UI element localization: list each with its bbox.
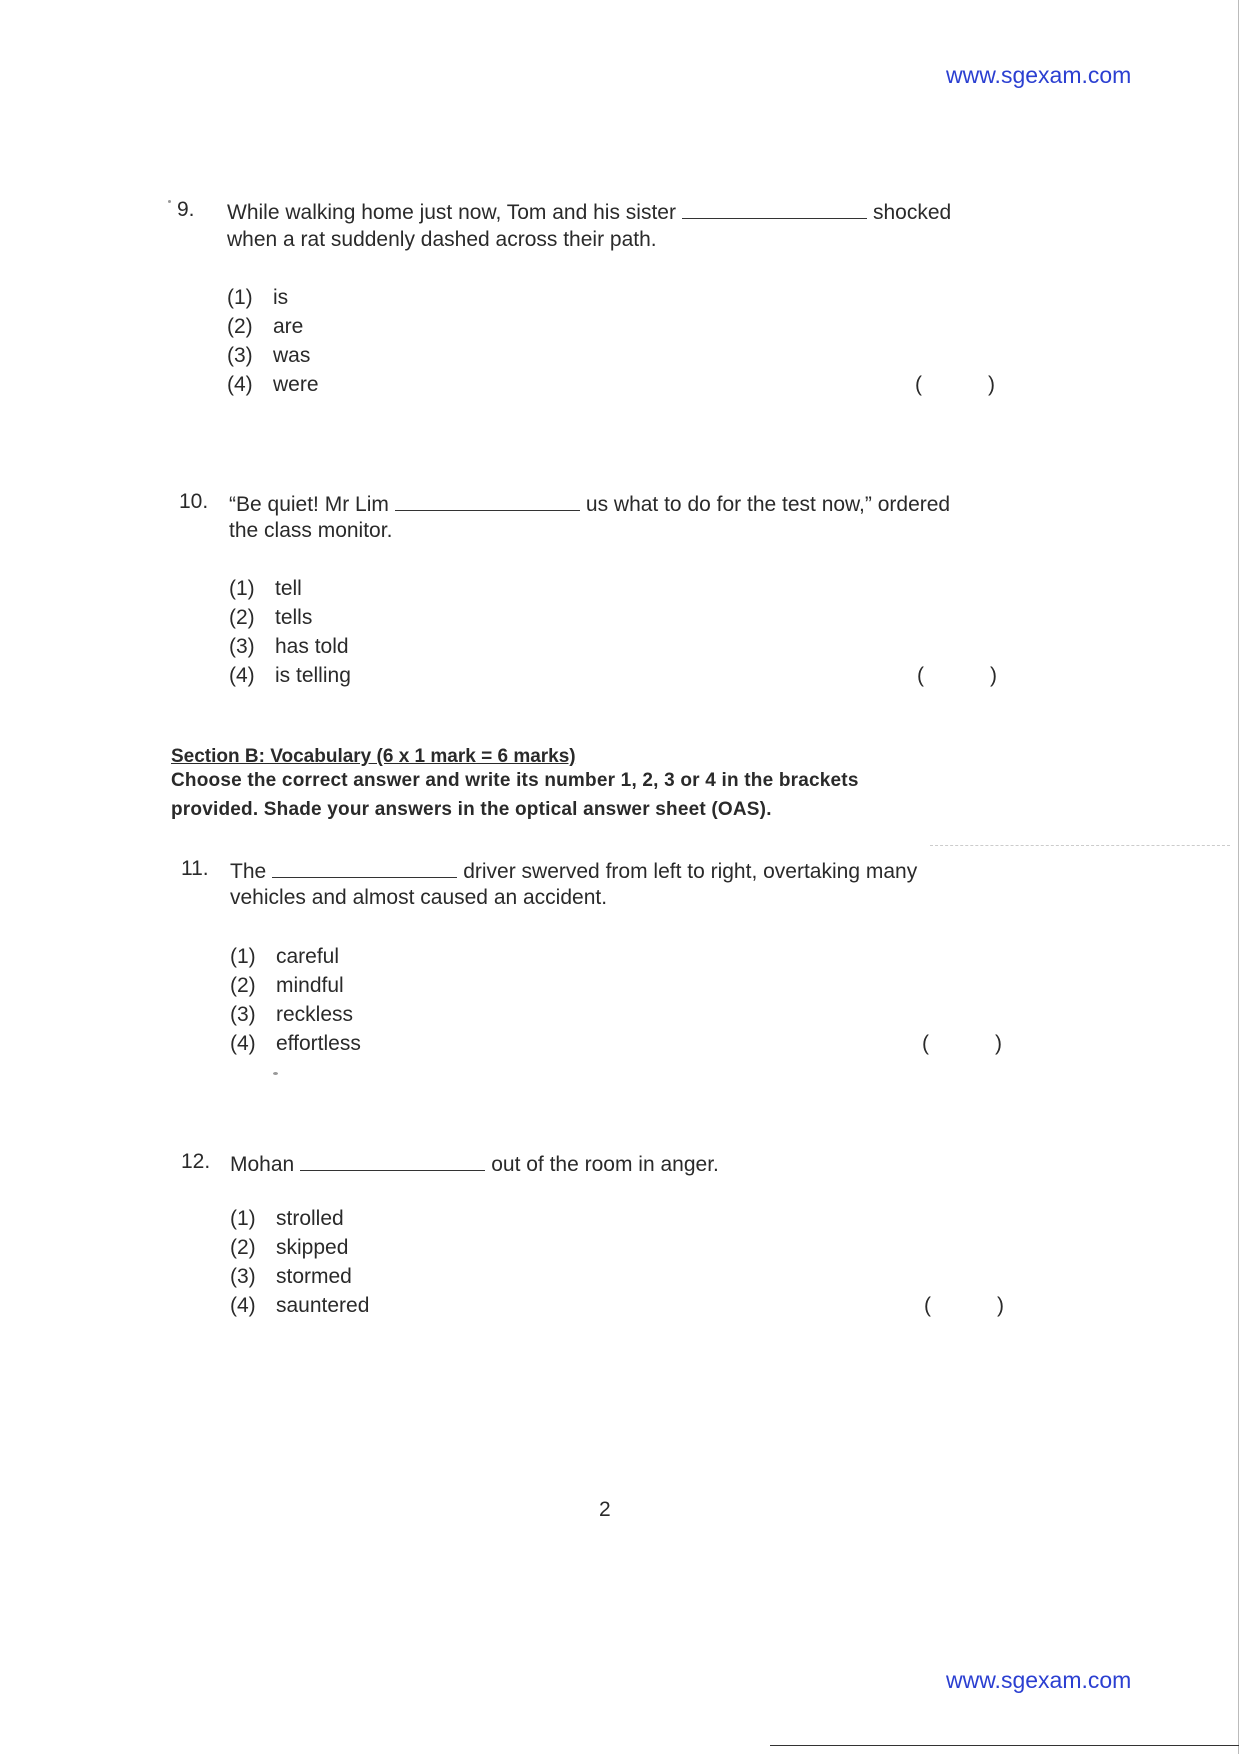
option-text: strolled [276,1207,344,1230]
option-text: careful [276,945,340,968]
option-text: sauntered [276,1294,370,1317]
question-line-2: the class monitor. [229,519,393,542]
answer-blank [272,857,457,878]
option-number: (2) [229,606,255,629]
question-text-after-blank: driver swerved from left to right, overtaking many [463,860,918,883]
answer-blank [682,198,867,219]
option-text: stormed [276,1265,352,1288]
question-number: 10. [179,490,209,513]
option-2 [227,315,303,339]
option-number: (2) [227,315,253,338]
answer-bracket[interactable] [924,1294,1004,1318]
option-number: (1) [230,945,256,968]
option-text: reckless [276,1003,354,1026]
answer-blank [300,1150,485,1171]
answer-blank [395,490,580,511]
option-text: tell [275,577,302,600]
option-text: tells [275,606,313,629]
option-number: (3) [227,344,253,367]
section-title: Section B: Vocabulary (6 x 1 mark = 6 marks) [171,746,576,767]
question-line-1 [230,1150,719,1177]
option-text: are [273,315,304,338]
option-number: (1) [227,286,253,309]
option-number: (2) [230,1236,256,1259]
option-number: (1) [229,577,255,600]
bracket-close: ) [995,1032,1002,1055]
bracket-open: ( [922,1032,929,1055]
option-3 [230,1003,353,1027]
option-text: were [273,373,319,396]
option-text: was [273,344,311,367]
question-number: 9. [177,198,195,221]
question-number: 11. [181,857,209,880]
question-line-1 [229,490,950,517]
page-number: 2 [599,1498,611,1521]
option-number: (4) [227,373,253,396]
answer-bracket[interactable] [915,373,995,397]
answer-bracket[interactable] [922,1032,1002,1056]
bracket-open: ( [915,373,922,396]
option-number: (4) [229,664,255,687]
scan-dash-line [930,845,1230,847]
option-3 [227,344,310,368]
bracket-close: ) [990,664,997,687]
question-line-2: when a rat suddenly dashed across their path. [227,228,657,251]
option-4 [227,373,319,397]
option-2 [230,974,344,998]
option-number: (3) [230,1003,256,1026]
question-text-before-blank: The [230,860,267,883]
option-number: (2) [230,974,256,997]
option-4 [230,1032,361,1056]
question-text-before-blank: “Be quiet! Mr Lim [229,493,389,516]
option-text: is [273,286,289,309]
page-edge-bottom [770,1745,1239,1746]
site-url-top: www.sgexam.com [946,62,1132,88]
bracket-close: ) [997,1294,1004,1317]
question-text-after-blank: us what to do for the test now,” ordered [585,493,951,516]
option-number: (4) [230,1032,256,1055]
option-number: (1) [230,1207,256,1230]
option-text: is telling [275,664,351,687]
option-number: (3) [229,635,255,658]
question-text-after-blank: out of the room in anger. [491,1153,719,1176]
section-instruction-line-1: Choose the correct answer and write its number 1, 2, 3 or 4 in the brackets [171,770,859,791]
bracket-close: ) [988,373,995,396]
option-text: mindful [276,974,344,997]
question-line-1 [230,857,917,884]
option-3 [229,635,349,659]
option-4 [229,664,351,688]
question-number: 12. [181,1150,211,1173]
option-1 [227,286,288,310]
question-line-1 [227,198,951,225]
bracket-open: ( [917,664,924,687]
answer-bracket[interactable] [917,664,997,688]
option-2 [229,606,312,630]
option-number: (4) [230,1294,256,1317]
option-1 [229,577,302,601]
option-3 [230,1265,352,1289]
option-1 [230,1207,344,1231]
option-1 [230,945,339,969]
option-text: effortless [276,1032,361,1055]
scan-speck [273,1072,278,1075]
option-text: skipped [276,1236,349,1259]
site-url-bottom: www.sgexam.com [946,1667,1132,1693]
question-line-2: vehicles and almost caused an accident. [230,886,608,909]
section-instruction-line-2: provided. Shade your answers in the optical answer sheet (OAS). [171,799,772,820]
option-text: has told [275,635,349,658]
option-2 [230,1236,348,1260]
scan-speck [168,200,171,203]
option-number: (3) [230,1265,256,1288]
option-4 [230,1294,369,1318]
question-text-before-blank: Mohan [230,1153,295,1176]
question-text-before-blank: While walking home just now, Tom and his sister [227,201,676,224]
question-text-after-blank: shocked [872,201,952,224]
bracket-open: ( [924,1294,931,1317]
